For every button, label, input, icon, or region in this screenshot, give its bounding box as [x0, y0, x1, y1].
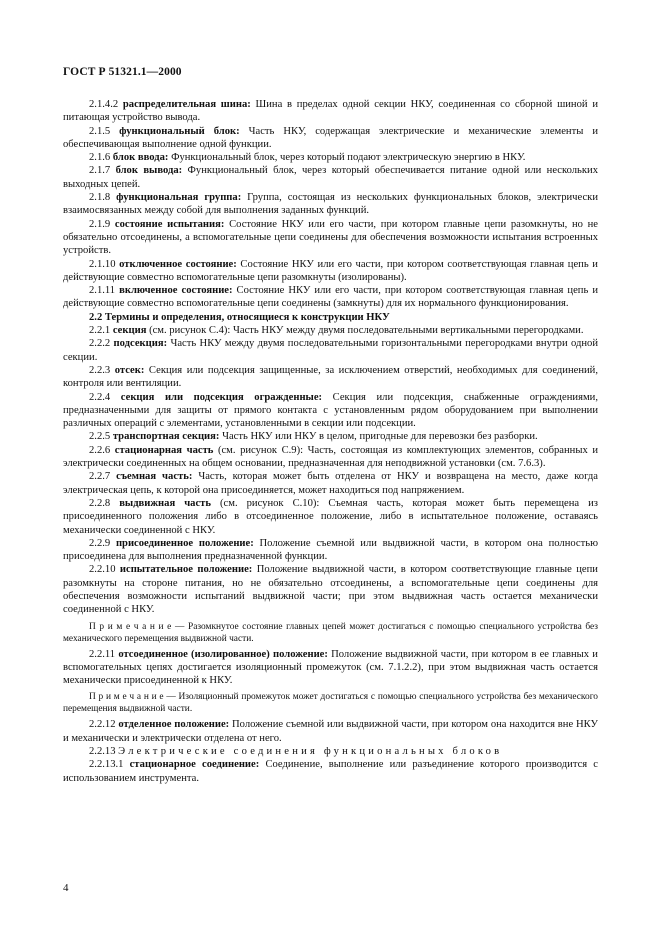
- paragraph: 2.1.5 функциональный блок: Часть НКУ, содержащая электрические и механические элементы и обеспечивающая выполнение одной функции.: [63, 125, 598, 150]
- paragraph: 2.1.8 функциональная группа: Группа, состоящая из нескольких функциональных блоков, электрически взаимосвязанных между собой для выполнения заданных функций.: [63, 192, 598, 217]
- note: П р и м е ч а н и е — Изоляционный промежуток может достигаться с помощью специального устройства без механического перемещения выдвижной части.: [63, 692, 598, 715]
- paragraph: 2.2.7 съемная часть: Часть, которая может быть отделена от НКУ и возвращена на место, даже когда электрическая цепь, к которой она присоединяется, может находиться под напряжением.: [63, 471, 599, 496]
- paragraph: 2.2.1 секция (см. рисунок С.4): Часть НКУ между двумя последовательными вертикальными перегородками.: [89, 325, 584, 337]
- paragraph: 2.1.10 отключенное состояние: Состояние НКУ или его части, при котором соответствующая главная цепь и действующие совместно вспомогательные цепи разомкнуты (изолированы).: [63, 258, 598, 283]
- paragraph: 2.2.11 отсоединенное (изолированное) положение: Положение выдвижной части, при котором в ее главных и вспомогательных цепях достигается изоляционный промежуток (см. 7.1.2.2), при этом выдвижная часть остается механически присоединенной к НКУ.: [63, 648, 598, 687]
- paragraph: 2.2.3 отсек: Секция или подсекция защищенные, за исключением отверстий, необходимых для соединений, контроля или вентиляции.: [63, 364, 598, 390]
- paragraph: 2.1.6 блок ввода: Функциональный блок, через который подают электрическую энергию в НКУ.: [89, 152, 526, 164]
- paragraph: 2.2.13.1 стационарное соединение: Соединение, выполнение или разъединение которого производится с использованием инструмента.: [63, 759, 599, 784]
- paragraph: 2.1.11 включенное состояние: Состояние НКУ или его части, при котором соответствующая главная цепь и действующие совместно вспомогательные цепи соединены (замкнуты) для их нормального функционирования.: [63, 285, 598, 310]
- section-heading: 2.2 Термины и определения, относящиеся к конструкции НКУ: [89, 311, 390, 323]
- paragraph: 2.2.9 присоединенное положение: Положение съемной или выдвижной части, в котором она полностью присоединена для выполнения предназначенной функции.: [63, 537, 598, 563]
- page-header: ГОСТ Р 51321.1—2000: [63, 66, 182, 78]
- paragraph: 2.2.13 Электрические соединения функциональных блоков: [89, 746, 503, 758]
- paragraph: 2.1.7 блок вывода: Функциональный блок, через который обеспечивается питание одной или нескольких выходных цепей.: [63, 165, 598, 190]
- paragraph: 2.2.6 стационарная часть (см. рисунок С.9): Часть, состоящая из комплектующих элементов, собранных и электрически соединенных на общем основании, предназначенная для неподвижной установки (см. 7.6.3).: [63, 444, 598, 470]
- page-number: 4: [63, 882, 69, 894]
- paragraph: 2.2.10 испытательное положение: Положение выдвижной части, в котором соответствующие главные цепи разомкнуты на стороне питания, но не обязательно отсоединены, а вспомогательные цепи соединены для обеспечения возможности испытаний выдвижной части; при этом выдвижная часть остается механически соединенной с НКУ.: [63, 564, 598, 616]
- paragraph: 2.2.2 подсекция: Часть НКУ между двумя последовательными горизонтальными перегородками внутри одной секции.: [63, 338, 598, 363]
- paragraph: 2.2.4 секция или подсекция огражденные: Секция или подсекция, снабженные ограждениями, предназначенными для защиты от прямого контакта с установленным рядом оборудованием при выполнении различных операций с элементами, установленными в секции или подсекции.: [63, 391, 598, 430]
- paragraph: 2.1.9 состояние испытания: Состояние НКУ или его части, при котором главные цепи разомкнуты, но не обязательно отсоединены, а вспомогательные цепи соединены для обеспечения возможности испытания встроенных устройств.: [63, 218, 598, 257]
- note: П р и м е ч а н и е — Разомкнутое состояние главных цепей может достигаться с помощью специального устройства без механического перемещения выдвижной части.: [63, 621, 598, 644]
- paragraph: 2.2.12 отделенное положение: Положение съемной или выдвижной части, при котором она находится вне НКУ и механически и электрически отделена от него.: [63, 719, 598, 744]
- paragraph: 2.2.8 выдвижная часть (см. рисунок С.10): Съемная часть, которая может быть перемещена из присоединенного положения либо в отсоединенное положение, либо в испытательное положение, оставаясь механически соединенной с НКУ.: [63, 497, 598, 536]
- page-body: [63, 98, 598, 785]
- paragraph: 2.1.4.2 распределительная шина: Шина в пределах одной секции НКУ, соединенная со сборной шиной и питающая устройство вывода.: [63, 99, 598, 124]
- paragraph: 2.2.5 транспортная секция: Часть НКУ или НКУ в целом, пригодные для перевозки без разборки.: [89, 431, 538, 443]
